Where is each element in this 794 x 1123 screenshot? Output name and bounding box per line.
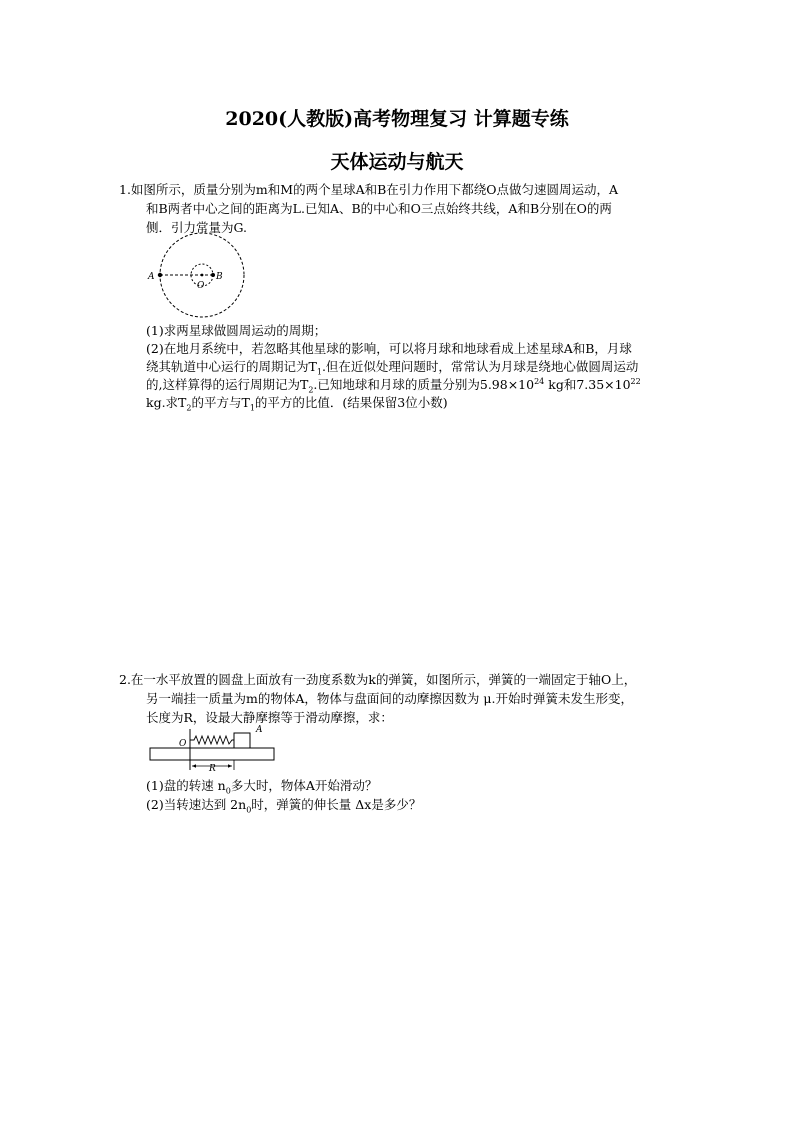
q1-sub2-l3-text-a: 的,这样算得的运行周期记为T bbox=[146, 377, 309, 392]
q1-sub2-line-1: (2)在地月系统中，若忽略其他星球的影响，可以将月球和地球看成上述星球A和B，月球 bbox=[146, 341, 632, 356]
q1-sub2-l2-subscript: 1 bbox=[316, 367, 322, 377]
dimension-arrow-right bbox=[228, 764, 232, 767]
page-subtitle: 天体运动与航天 bbox=[330, 151, 464, 173]
question-2-line-1: 2.在一水平放置的圆盘上面放有一劲度系数为k的弹簧，如图所示，弹簧的一端固定于轴O上， bbox=[119, 672, 637, 687]
star-b-dot bbox=[211, 273, 215, 277]
q1-sub2-l3-subscript: 2 bbox=[308, 385, 314, 395]
q1-sub2-line-4 bbox=[146, 394, 701, 412]
binary-star-figure bbox=[140, 228, 255, 323]
question-2-line-3: 长度为R，设最大静摩擦等于滑动摩擦，求： bbox=[146, 710, 393, 725]
q2-sub1-subscript: 0 bbox=[225, 786, 231, 796]
label-a: A bbox=[256, 725, 263, 735]
q2-sub2-text-b: 时，弹簧的伸长量 Δx是多少？ bbox=[251, 797, 422, 812]
question-2-sub-1 bbox=[146, 777, 701, 795]
label-b: B bbox=[216, 272, 223, 282]
q1-sub2-l2-text-b: .但在近似处理问题时，常常认为月球是绕地心做圆周运动 bbox=[321, 359, 639, 374]
spring-coil bbox=[190, 736, 234, 744]
q2-sub2-text-a: (2)当转速达到 2n bbox=[146, 797, 247, 812]
q1-sub2-l4-subscript-2: 1 bbox=[249, 403, 255, 413]
q1-sub2-l3-text-b: .已知地球和月球的质量分别为5.98×10 bbox=[313, 377, 535, 392]
question-2-sub-2 bbox=[146, 796, 701, 814]
q1-sub2-l4-text-c: 的平方的比值．(结果保留3位小数) bbox=[254, 395, 448, 410]
q2-sub1-text-a: (1)盘的转速 n bbox=[146, 778, 226, 793]
center-o-dot bbox=[201, 274, 204, 277]
star-a-dot bbox=[158, 273, 162, 277]
question-1-line-3: 侧．引力常量为G. bbox=[146, 220, 248, 235]
label-a: A bbox=[148, 272, 155, 282]
q1-sub2-l2-text-a: 绕其轨道中心运行的周期记为T bbox=[146, 359, 317, 374]
q1-sub2-l3-exp-1: 24 bbox=[534, 376, 545, 386]
q1-sub2-l4-text-b: 的平方与T bbox=[191, 395, 250, 410]
q1-sub2-l3-exp-2: 22 bbox=[630, 376, 641, 386]
page-title: 2020(人教版)高考物理复习 计算题专练 bbox=[225, 108, 569, 130]
question-1-sub-1: (1)求两星球做圆周运动的周期； bbox=[146, 323, 327, 338]
q1-sub2-l4-subscript-1: 2 bbox=[186, 403, 192, 413]
question-1-line-2: 和B两者中心之间的距离为L.已知A、B的中心和O三点始终共线，A和B分别在O的两 bbox=[146, 201, 612, 216]
question-1-line-1: 1.如图所示，质量分别为m和M的两个星球A和B在引力作用下都绕O点做匀速圆周运动，A bbox=[119, 182, 619, 197]
spring-disk-figure bbox=[148, 722, 278, 774]
block-a bbox=[234, 733, 250, 748]
disk-plate bbox=[150, 748, 274, 760]
question-1-sub-2 bbox=[146, 340, 701, 412]
q1-sub2-line-3 bbox=[146, 376, 701, 394]
label-o: O bbox=[197, 281, 205, 291]
label-r: R bbox=[209, 764, 216, 774]
q1-sub2-l3-text-c: kg和7.35×10 bbox=[544, 377, 631, 392]
dimension-arrow-left bbox=[192, 764, 196, 767]
q2-sub2-subscript: 0 bbox=[246, 805, 252, 815]
q1-sub2-l4-text-a: kg.求T bbox=[146, 395, 187, 410]
question-2-stem bbox=[119, 670, 699, 727]
label-o: O bbox=[179, 739, 187, 749]
q2-sub1-text-b: 多大时，物体A开始滑动？ bbox=[230, 778, 378, 793]
question-2-line-2: 另一端挂一质量为m的物体A，物体与盘面间的动摩擦因数为 μ.开始时弹簧未发生形变， bbox=[146, 691, 633, 706]
q1-sub2-line-2 bbox=[146, 358, 701, 376]
